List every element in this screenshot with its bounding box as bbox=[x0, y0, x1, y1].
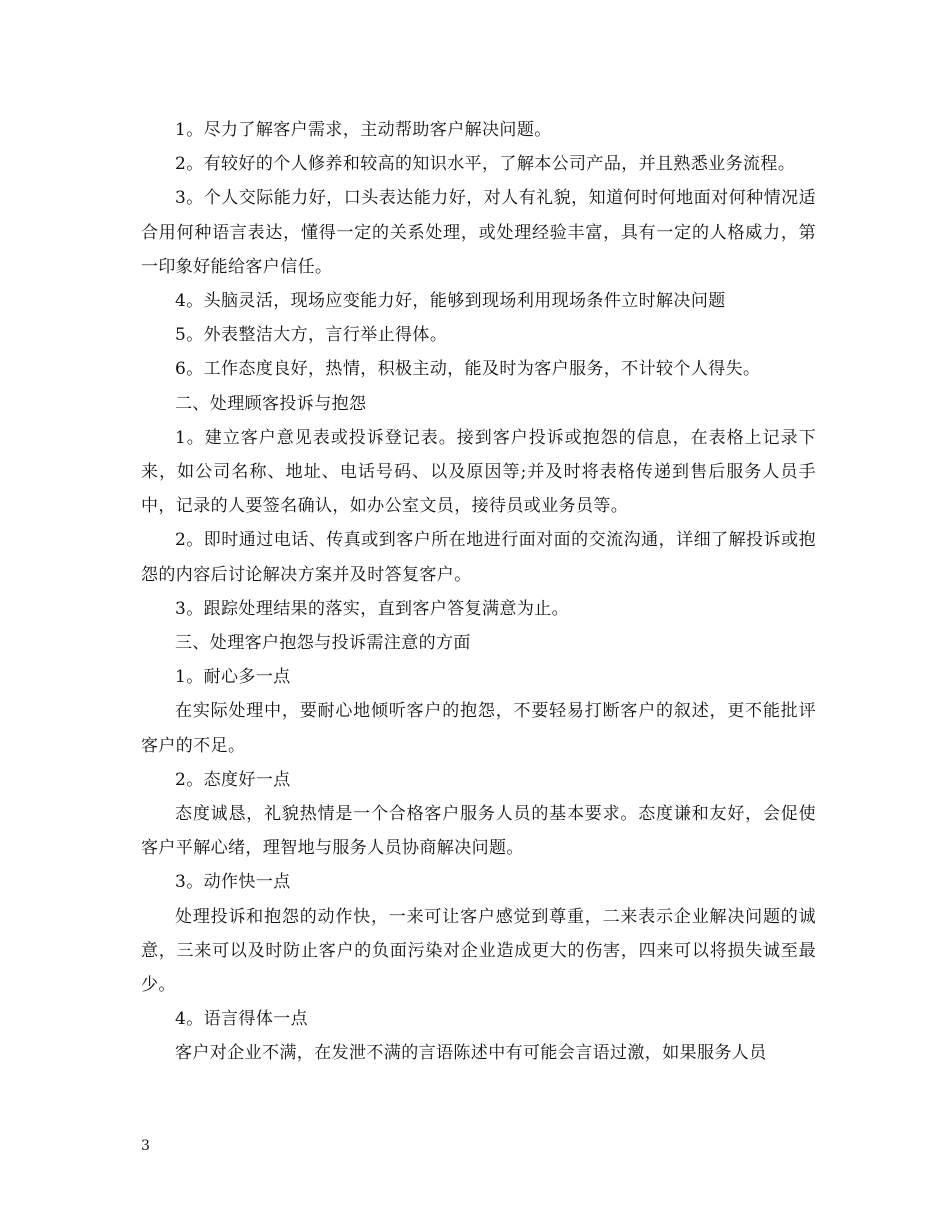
paragraph: 1。尽力了解客户需求，主动帮助客户解决问题。 bbox=[175, 120, 552, 140]
subheading: 2。态度好一点 bbox=[175, 769, 291, 790]
subheading: 4。语言得体一点 bbox=[175, 1009, 309, 1030]
paragraph: 4。头脑灵活，现场应变能力好，能够到现场利用现场条件立时解决问题 bbox=[175, 291, 726, 312]
paragraph: 6。工作态度良好，热情，积极主动，能及时为客户服务，不计较个人得失。 bbox=[175, 359, 761, 380]
paragraph: 3。跟踪处理结果的落实，直到客户答复满意为止。 bbox=[175, 598, 570, 619]
paragraph: 2。即时通过电话、传真或到客户所在地进行面对面的交流沟通，详细了解投诉或抱怨的内容后讨论解决方案并及时答复客户。 bbox=[141, 530, 816, 585]
section-heading: 三、处理客户抱怨与投诉需注意的方面 bbox=[175, 633, 471, 654]
page-number: 3 bbox=[141, 1138, 150, 1154]
section-heading: 二、处理顾客投诉与抱怨 bbox=[175, 393, 367, 414]
paragraph: 处理投诉和抱怨的动作快，一来可让客户感觉到尊重，二来表示企业解决问题的诚意，三来可以及时防止客户的负面污染对企业造成更大的伤害，四来可以将损失诚至最少。 bbox=[141, 906, 816, 996]
document-body bbox=[141, 113, 816, 1071]
paragraph: 在实际处理中，要耐心地倾听客户的抱怨，不要轻易打断客户的叙述，更不能批评客户的不足。 bbox=[141, 701, 816, 756]
paragraph: 2。有较好的个人修养和较高的知识水平，了解本公司产品，并且熟悉业务流程。 bbox=[175, 154, 796, 175]
paragraph: 3。个人交际能力好，口头表达能力好，对人有礼貌，知道何时何地面对何种情况适合用何种语言表达，懂得一定的关系处理，或处理经验丰富，具有一定的人格威力，第一印象好能给客户信任。 bbox=[141, 188, 816, 277]
paragraph: 5。外表整洁大方，言行举止得体。 bbox=[175, 325, 448, 346]
subheading: 3。动作快一点 bbox=[175, 872, 291, 893]
paragraph: 1。建立客户意见表或投诉登记表。接到客户投诉或抱怨的信息，在表格上记录下来，如公司名称、地址、电话号码、以及原因等;并及时将表格传递到售后服务人员手中，记录的人要签名确认，如办公室文员，接待员或业务员等。 bbox=[141, 427, 816, 517]
paragraph: 态度诚恳，礼貌热情是一个合格客户服务人员的基本要求。态度谦和友好，会促使客户平解心绪，理智地与服务人员协商解决问题。 bbox=[141, 804, 816, 859]
subheading: 1。耐心多一点 bbox=[175, 667, 291, 688]
paragraph: 客户对企业不满，在发泄不满的言语陈述中有可能会言语过激，如果服务人员 bbox=[175, 1043, 767, 1064]
